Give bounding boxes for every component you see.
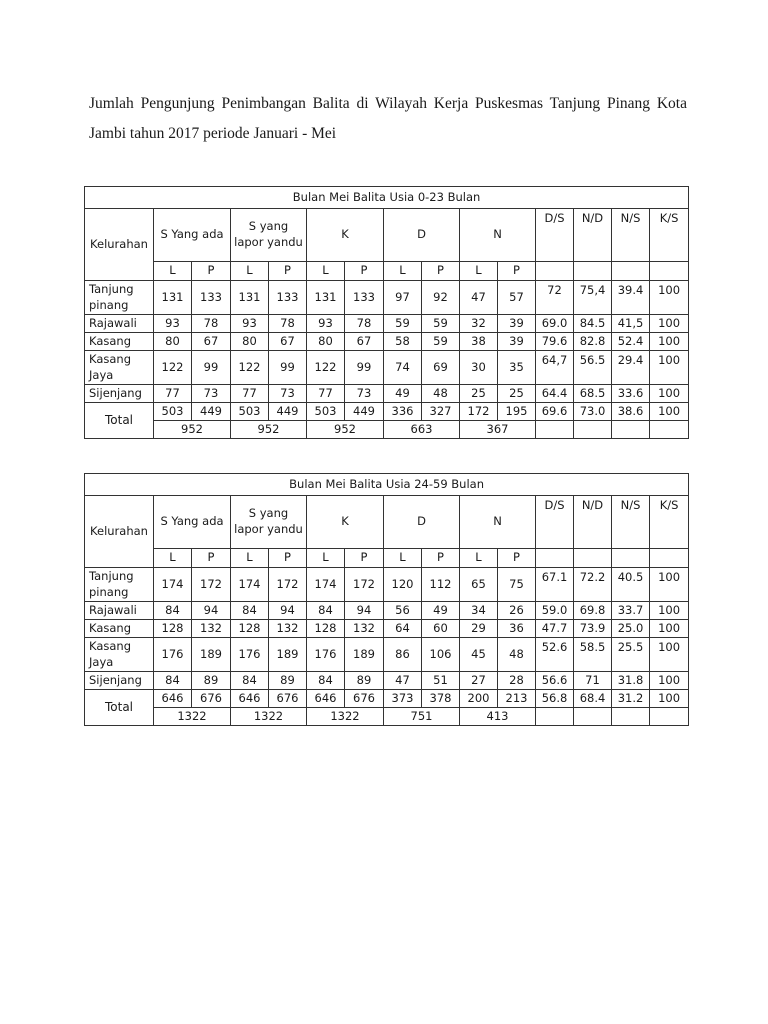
total-sum-cell: 413 [460,708,536,726]
ratio-cell: 56.6 [536,672,574,690]
kelurahan-name: Kasang Jaya [85,638,154,672]
ratio-cell: 69.8 [574,602,612,620]
ratio-cell: 100 [650,385,689,403]
total-ratio-cell: 73.0 [574,403,612,421]
total-value-cell: 503 [231,403,269,421]
kelurahan-name: Kasang Jaya [85,351,154,385]
total-value-cell: 172 [460,403,498,421]
total-value-cell: 676 [269,690,307,708]
total-sum-cell: 952 [231,421,307,439]
value-cell: 58 [384,333,422,351]
value-cell: 49 [384,385,422,403]
value-cell: 67 [269,333,307,351]
header-ds: D/S [536,209,574,262]
header-l: L [384,549,422,568]
value-cell: 75 [498,568,536,602]
value-cell: 132 [345,620,384,638]
total-value-cell: 213 [498,690,536,708]
value-cell: 39 [498,315,536,333]
value-cell: 122 [307,351,345,385]
empty-cell [536,421,574,439]
value-cell: 78 [192,315,231,333]
table-0-23-bulan [84,186,689,439]
total-sum-cell: 952 [307,421,384,439]
total-value-cell: 676 [345,690,384,708]
total-sum-cell: 1322 [307,708,384,726]
total-sum-cell: 952 [154,421,231,439]
total-value-cell: 646 [154,690,192,708]
total-value-cell: 378 [422,690,460,708]
total-value-cell: 373 [384,690,422,708]
total-value-cell: 449 [345,403,384,421]
value-cell: 128 [154,620,192,638]
ratio-cell: 75,4 [574,281,612,315]
table-row [85,281,689,315]
value-cell: 80 [154,333,192,351]
table-row [85,602,689,620]
kelurahan-name: Sijenjang [85,672,154,690]
value-cell: 93 [231,315,269,333]
value-cell: 176 [154,638,192,672]
header-ns: N/S [612,209,650,262]
header-s-yang-ada: S Yang ada [154,496,231,549]
header-n: N [460,209,536,262]
header-k: K [307,209,384,262]
total-sum-row [85,708,689,726]
value-cell: 99 [269,351,307,385]
value-cell: 67 [192,333,231,351]
table-row [85,333,689,351]
value-cell: 48 [422,385,460,403]
value-cell: 59 [422,333,460,351]
value-cell: 25 [460,385,498,403]
header-l: L [231,549,269,568]
header-p: P [345,549,384,568]
table-24-59-bulan [84,473,689,726]
ratio-cell: 25.5 [612,638,650,672]
ratio-cell: 58.5 [574,638,612,672]
value-cell: 59 [422,315,460,333]
ratio-cell: 100 [650,281,689,315]
header-s-yang-lapor-yandu: S yang lapor yandu [231,209,307,262]
table-row [85,568,689,602]
total-value-cell: 646 [307,690,345,708]
value-cell: 51 [422,672,460,690]
value-cell: 73 [269,385,307,403]
header-d: D [384,209,460,262]
ratio-cell: 79.6 [536,333,574,351]
header-l: L [307,549,345,568]
ratio-cell: 59.0 [536,602,574,620]
value-cell: 89 [192,672,231,690]
kelurahan-name: Rajawali [85,602,154,620]
table-row [85,638,689,672]
header-ns: N/S [612,496,650,549]
value-cell: 99 [345,351,384,385]
value-cell: 60 [422,620,460,638]
header-l: L [384,262,422,281]
total-ratio-cell: 68.4 [574,690,612,708]
kelurahan-name: Sijenjang [85,385,154,403]
ratio-cell: 52.6 [536,638,574,672]
empty-cell [650,549,689,568]
empty-cell [574,421,612,439]
header-row [85,209,689,262]
value-cell: 77 [307,385,345,403]
value-cell: 132 [269,620,307,638]
header-p: P [269,262,307,281]
value-cell: 80 [307,333,345,351]
header-kelurahan: Kelurahan [85,209,154,281]
total-value-cell: 195 [498,403,536,421]
ratio-cell: 33.6 [612,385,650,403]
ratio-cell: 64.4 [536,385,574,403]
ratio-cell: 100 [650,315,689,333]
ratio-cell: 100 [650,602,689,620]
value-cell: 29 [460,620,498,638]
table-row [85,620,689,638]
value-cell: 38 [460,333,498,351]
value-cell: 133 [345,281,384,315]
header-d: D [384,496,460,549]
total-ratio-cell: 38.6 [612,403,650,421]
header-l: L [307,262,345,281]
total-row [85,403,689,421]
empty-cell [536,262,574,281]
value-cell: 57 [498,281,536,315]
value-cell: 59 [384,315,422,333]
value-cell: 112 [422,568,460,602]
empty-cell [536,549,574,568]
ratio-cell: 100 [650,620,689,638]
total-value-cell: 336 [384,403,422,421]
value-cell: 73 [345,385,384,403]
empty-cell [574,708,612,726]
empty-cell [612,708,650,726]
total-sum-cell: 1322 [154,708,231,726]
header-p: P [269,549,307,568]
total-ratio-cell: 100 [650,403,689,421]
value-cell: 80 [231,333,269,351]
value-cell: 92 [422,281,460,315]
total-ratio-cell: 31.2 [612,690,650,708]
value-cell: 94 [345,602,384,620]
value-cell: 176 [231,638,269,672]
value-cell: 131 [307,281,345,315]
ratio-cell: 100 [650,568,689,602]
ratio-cell: 100 [650,351,689,385]
value-cell: 172 [192,568,231,602]
subheader-row [85,549,689,568]
ratio-cell: 64,7 [536,351,574,385]
value-cell: 189 [345,638,384,672]
value-cell: 77 [154,385,192,403]
value-cell: 128 [307,620,345,638]
value-cell: 67 [345,333,384,351]
value-cell: 84 [307,602,345,620]
value-cell: 84 [154,672,192,690]
header-l: L [154,262,192,281]
total-sum-cell: 751 [384,708,460,726]
kelurahan-name: Kasang [85,333,154,351]
value-cell: 73 [192,385,231,403]
ratio-cell: 31.8 [612,672,650,690]
value-cell: 30 [460,351,498,385]
total-label: Total [85,690,154,726]
empty-cell [612,549,650,568]
total-sum-cell: 663 [384,421,460,439]
value-cell: 174 [231,568,269,602]
header-row [85,496,689,549]
kelurahan-name: Kasang [85,620,154,638]
header-l: L [231,262,269,281]
value-cell: 84 [307,672,345,690]
empty-cell [650,421,689,439]
ratio-cell: 52.4 [612,333,650,351]
value-cell: 69 [422,351,460,385]
header-p: P [498,262,536,281]
ratio-cell: 100 [650,672,689,690]
value-cell: 47 [460,281,498,315]
header-ks: K/S [650,496,689,549]
header-n: N [460,496,536,549]
value-cell: 89 [345,672,384,690]
header-p: P [345,262,384,281]
value-cell: 27 [460,672,498,690]
header-p: P [498,549,536,568]
total-ratio-cell: 69.6 [536,403,574,421]
ratio-cell: 67.1 [536,568,574,602]
total-ratio-cell: 56.8 [536,690,574,708]
ratio-cell: 100 [650,333,689,351]
ratio-cell: 72.2 [574,568,612,602]
intro-paragraph [89,89,687,149]
header-s-yang-ada: S Yang ada [154,209,231,262]
value-cell: 48 [498,638,536,672]
empty-cell [650,262,689,281]
ratio-cell: 29.4 [612,351,650,385]
header-ds: D/S [536,496,574,549]
ratio-cell: 82.8 [574,333,612,351]
total-row [85,690,689,708]
value-cell: 128 [231,620,269,638]
header-s-yang-lapor-yandu: S yang lapor yandu [231,496,307,549]
value-cell: 133 [192,281,231,315]
value-cell: 89 [269,672,307,690]
value-cell: 94 [269,602,307,620]
header-p: P [192,549,231,568]
value-cell: 189 [192,638,231,672]
header-p: P [192,262,231,281]
value-cell: 84 [154,602,192,620]
value-cell: 93 [154,315,192,333]
table-caption: Bulan Mei Balita Usia 24-59 Bulan [85,474,689,496]
header-nd: N/D [574,209,612,262]
value-cell: 122 [154,351,192,385]
total-value-cell: 200 [460,690,498,708]
value-cell: 189 [269,638,307,672]
header-p: P [422,549,460,568]
total-ratio-cell: 100 [650,690,689,708]
value-cell: 56 [384,602,422,620]
empty-cell [612,262,650,281]
table-row [85,672,689,690]
total-value-cell: 676 [192,690,231,708]
total-sum-row [85,421,689,439]
header-kelurahan: Kelurahan [85,496,154,568]
value-cell: 132 [192,620,231,638]
empty-cell [612,421,650,439]
ratio-cell: 25.0 [612,620,650,638]
ratio-cell: 56.5 [574,351,612,385]
value-cell: 122 [231,351,269,385]
empty-cell [650,708,689,726]
total-value-cell: 449 [269,403,307,421]
header-l: L [154,549,192,568]
value-cell: 99 [192,351,231,385]
caption-row [85,474,689,496]
ratio-cell: 41,5 [612,315,650,333]
value-cell: 25 [498,385,536,403]
ratio-cell: 73.9 [574,620,612,638]
table-row [85,351,689,385]
value-cell: 97 [384,281,422,315]
value-cell: 172 [345,568,384,602]
value-cell: 64 [384,620,422,638]
value-cell: 78 [345,315,384,333]
value-cell: 94 [192,602,231,620]
ratio-cell: 69.0 [536,315,574,333]
kelurahan-name: Tanjung pinang [85,568,154,602]
table-row [85,315,689,333]
value-cell: 93 [307,315,345,333]
value-cell: 78 [269,315,307,333]
caption-row [85,187,689,209]
total-sum-cell: 1322 [231,708,307,726]
value-cell: 65 [460,568,498,602]
ratio-cell: 72 [536,281,574,315]
ratio-cell: 100 [650,638,689,672]
ratio-cell: 47.7 [536,620,574,638]
table-row [85,385,689,403]
value-cell: 45 [460,638,498,672]
value-cell: 133 [269,281,307,315]
header-k: K [307,496,384,549]
value-cell: 174 [154,568,192,602]
value-cell: 28 [498,672,536,690]
value-cell: 47 [384,672,422,690]
value-cell: 49 [422,602,460,620]
value-cell: 74 [384,351,422,385]
value-cell: 176 [307,638,345,672]
value-cell: 84 [231,672,269,690]
ratio-cell: 39.4 [612,281,650,315]
value-cell: 35 [498,351,536,385]
total-value-cell: 646 [231,690,269,708]
empty-cell [536,708,574,726]
ratio-cell: 68.5 [574,385,612,403]
value-cell: 131 [154,281,192,315]
value-cell: 84 [231,602,269,620]
empty-cell [574,262,612,281]
header-l: L [460,262,498,281]
value-cell: 32 [460,315,498,333]
subheader-row [85,262,689,281]
value-cell: 39 [498,333,536,351]
value-cell: 36 [498,620,536,638]
ratio-cell: 84.5 [574,315,612,333]
ratio-cell: 33.7 [612,602,650,620]
header-l: L [460,549,498,568]
header-ks: K/S [650,209,689,262]
total-label: Total [85,403,154,439]
value-cell: 174 [307,568,345,602]
value-cell: 77 [231,385,269,403]
value-cell: 26 [498,602,536,620]
total-value-cell: 327 [422,403,460,421]
value-cell: 86 [384,638,422,672]
table-caption: Bulan Mei Balita Usia 0-23 Bulan [85,187,689,209]
ratio-cell: 71 [574,672,612,690]
value-cell: 120 [384,568,422,602]
empty-cell [574,549,612,568]
value-cell: 131 [231,281,269,315]
header-p: P [422,262,460,281]
total-value-cell: 449 [192,403,231,421]
total-value-cell: 503 [307,403,345,421]
total-value-cell: 503 [154,403,192,421]
total-sum-cell: 367 [460,421,536,439]
intro-line-2: Jambi tahun 2017 periode Januari - Mei [89,125,337,142]
kelurahan-name: Rajawali [85,315,154,333]
header-nd: N/D [574,496,612,549]
value-cell: 34 [460,602,498,620]
ratio-cell: 40.5 [612,568,650,602]
value-cell: 172 [269,568,307,602]
value-cell: 106 [422,638,460,672]
intro-line-1: Jumlah Pengunjung Penimbangan Balita di Wilayah Kerja Puskesmas Tanjung Pinang Kota [89,95,687,112]
kelurahan-name: Tanjung pinang [85,281,154,315]
